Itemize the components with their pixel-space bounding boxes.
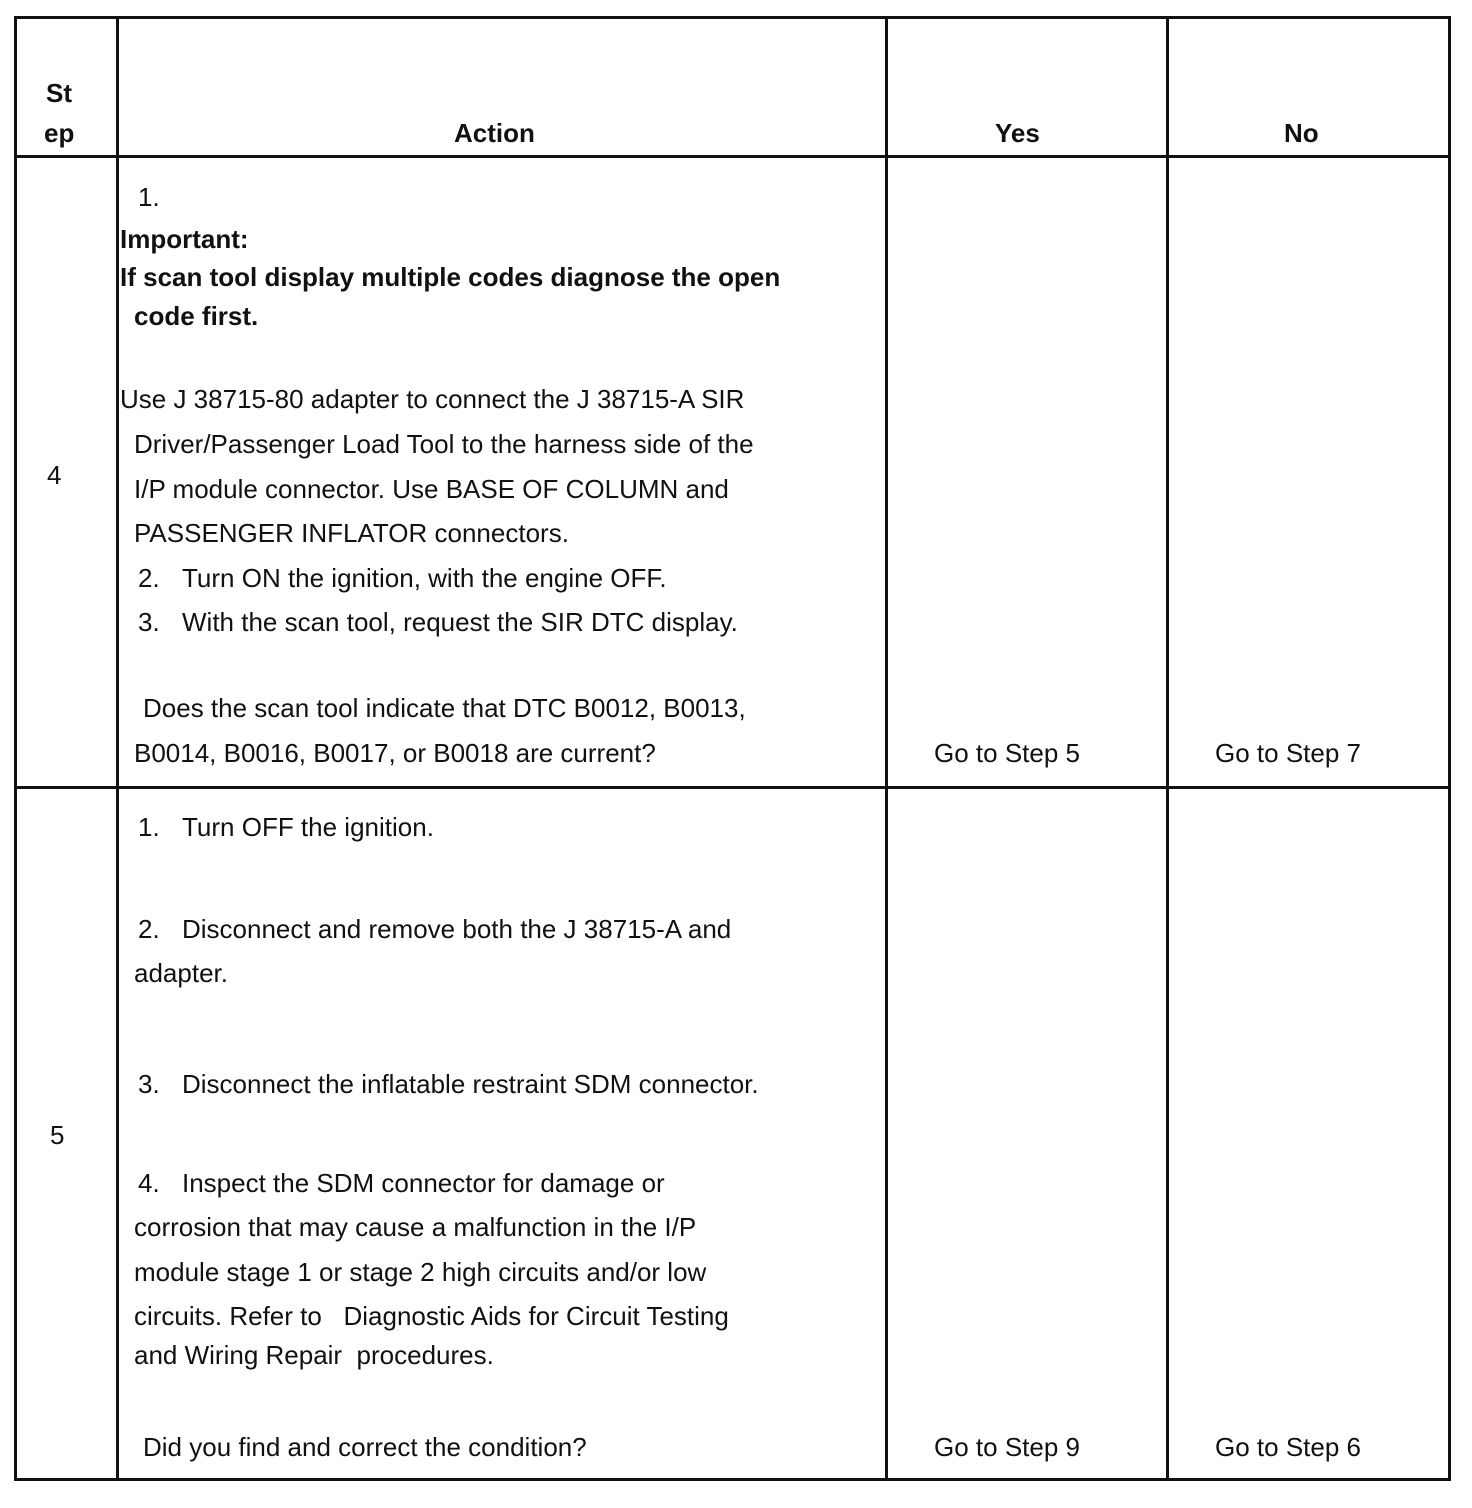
action-item-number: 3. (138, 1069, 160, 1099)
header-step-line1: St (46, 78, 72, 108)
yes-result: Go to Step 5 (934, 738, 1080, 768)
important-label: Important: (120, 224, 249, 254)
header-bottom-border (14, 155, 1451, 158)
action-text-line: module stage 1 or stage 2 high circuits and/or low (134, 1257, 707, 1287)
row-divider (14, 786, 1451, 789)
action-item-number: 4. (138, 1168, 160, 1198)
header-no: No (1284, 118, 1319, 148)
table-bottom-border (14, 1478, 1451, 1481)
action-item-text: Turn OFF the ignition. (182, 812, 434, 842)
question-line: Does the scan tool indicate that DTC B0012, B0013, (143, 693, 746, 723)
action-text-line: circuits. Refer to Diagnostic Aids for Circuit Testing (134, 1301, 729, 1331)
action-text-line: I/P module connector. Use BASE OF COLUMN and (134, 474, 729, 504)
header-step-line2: ep (44, 118, 75, 148)
action-item-text: Disconnect and remove both the J 38715-A and (182, 914, 732, 944)
action-text-line: adapter. (134, 958, 228, 988)
action-item-text: Disconnect the inflatable restraint SDM connector. (182, 1069, 759, 1099)
action-item-number: 2. (138, 563, 160, 593)
header-yes: Yes (995, 118, 1040, 148)
no-result: Go to Step 7 (1215, 738, 1361, 768)
action-item-number: 3. (138, 607, 160, 637)
action-item-number: 1. (138, 812, 160, 842)
action-item-text: With the scan tool, request the SIR DTC display. (182, 607, 738, 637)
action-text-line: PASSENGER INFLATOR connectors. (134, 518, 569, 548)
action-item-number: 1. (138, 182, 160, 212)
important-text-line: If scan tool display multiple codes diagnose the open (120, 262, 781, 292)
table-right-border (1448, 16, 1451, 1481)
action-item-text: Turn ON the ignition, with the engine OFF. (182, 563, 667, 593)
no-result: Go to Step 6 (1215, 1432, 1361, 1462)
action-item-number: 2. (138, 914, 160, 944)
action-text-line: and Wiring Repair procedures. (134, 1340, 494, 1370)
table-top-border (14, 16, 1451, 19)
header-action: Action (454, 118, 535, 148)
column-divider-yes (1166, 16, 1169, 1481)
step-number: 4 (47, 460, 62, 490)
column-divider-action (885, 16, 888, 1481)
step-number: 5 (50, 1120, 65, 1150)
action-text-line: Driver/Passenger Load Tool to the harness side of the (134, 429, 754, 459)
action-text-line: corrosion that may cause a malfunction in the I/P (134, 1212, 697, 1242)
yes-result: Go to Step 9 (934, 1432, 1080, 1462)
column-divider-step (116, 16, 119, 1481)
table-left-border (14, 16, 17, 1481)
important-text-line: code first. (134, 301, 259, 331)
question-line: B0014, B0016, B0017, or B0018 are current? (134, 738, 656, 768)
question-line: Did you find and correct the condition? (143, 1432, 587, 1462)
action-text-line: Use J 38715-80 adapter to connect the J 38715-A SIR (120, 384, 745, 414)
action-item-text: Inspect the SDM connector for damage or (182, 1168, 665, 1198)
